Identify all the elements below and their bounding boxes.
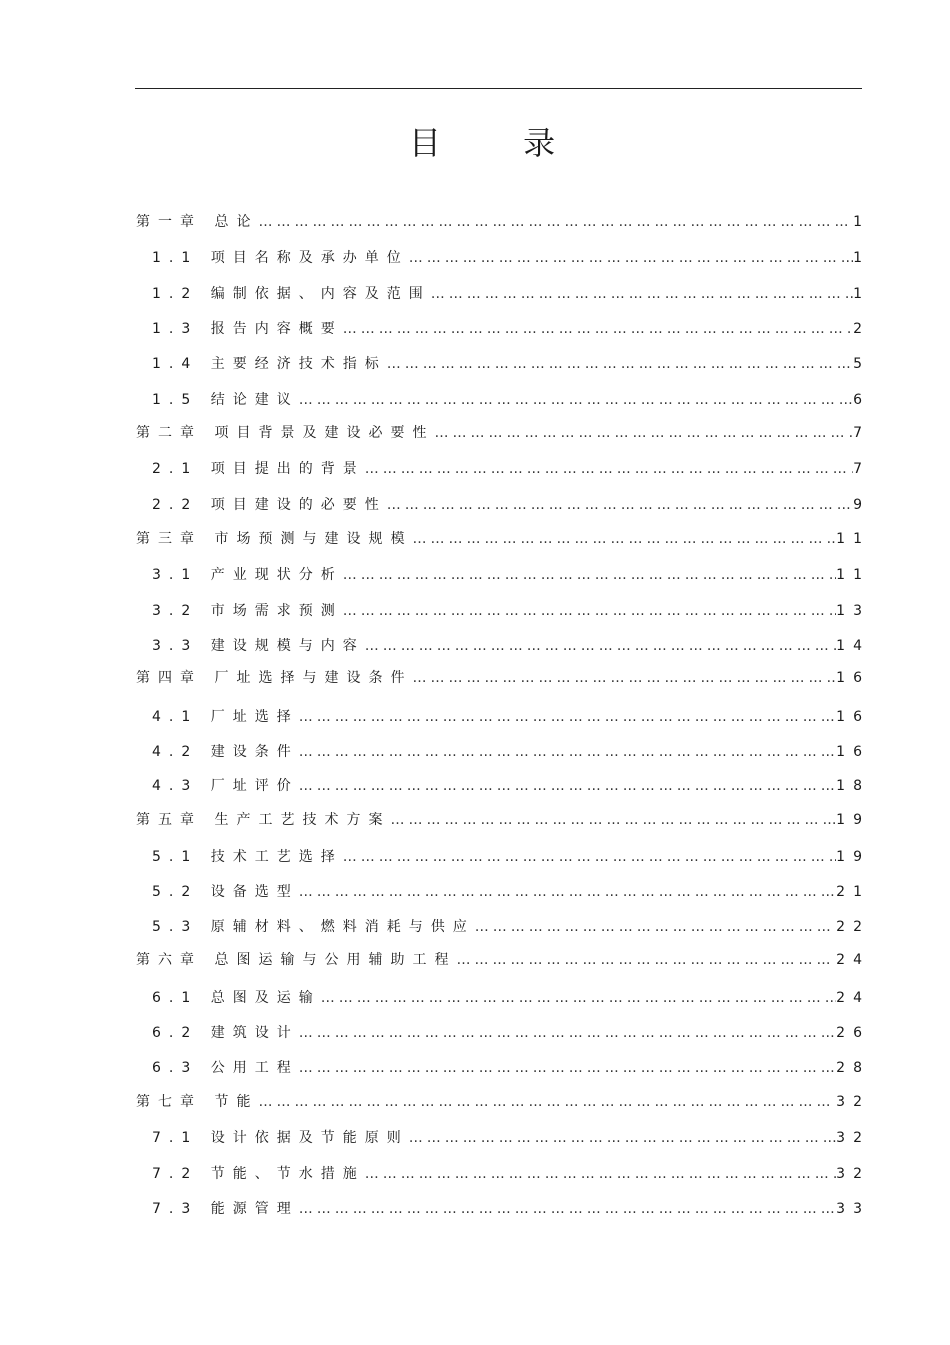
toc-entry[interactable] [152,777,870,795]
toc-label: 2.1 项目提出的背景 [152,461,365,477]
toc-entry[interactable] [152,848,870,866]
toc-label: 7.1 设计依据及节能原则 [152,1130,409,1146]
toc-entry[interactable] [152,391,870,409]
toc-leader [299,708,836,726]
toc-label: 6.2 建筑设计 [152,1025,299,1041]
toc-leader [475,918,836,936]
toc-leader [412,530,836,548]
toc-label: 7.2 节能、节水措施 [152,1166,365,1182]
toc-page-number: 22 [836,919,870,935]
toc-page-number: 7 [853,425,870,441]
toc-page-number: 19 [836,849,870,865]
toc-leader [409,249,853,267]
toc-leader [343,320,853,338]
toc-leader [365,637,836,655]
toc-entry[interactable] [136,1093,870,1111]
toc-page-number: 19 [836,812,870,828]
toc-page-number: 11 [836,531,870,547]
toc-leader [299,743,836,761]
toc-page-number: 1 [853,286,870,302]
toc-entry[interactable] [136,424,870,442]
toc-page-number: 16 [836,670,870,686]
toc-entry[interactable] [152,743,870,761]
toc-entry[interactable] [136,951,870,969]
toc-leader [343,566,836,584]
toc-entry[interactable] [152,320,870,338]
toc-entry[interactable] [136,811,870,829]
toc-page-number: 11 [836,567,870,583]
toc-page-number: 13 [836,603,870,619]
toc-leader [431,285,853,303]
toc-label: 7.3 能源管理 [152,1201,299,1217]
toc-label: 第二章 项目背景及建设必要性 [136,425,435,441]
toc-label: 第一章 总论 [136,214,259,230]
toc-label: 5.1 技术工艺选择 [152,849,343,865]
toc-leader [409,1129,836,1147]
toc-page-number: 21 [836,884,870,900]
toc-entry[interactable] [152,1059,870,1077]
toc-leader [456,951,836,969]
toc-page-number: 18 [836,778,870,794]
toc-label: 第七章 节能 [136,1094,259,1110]
toc-label: 2.2 项目建设的必要性 [152,497,387,513]
toc-leader [412,669,836,687]
toc-entry[interactable] [152,566,870,584]
toc-page-number: 1 [853,250,870,266]
toc-label: 4.3 厂址评价 [152,778,299,794]
toc-page-number: 6 [853,392,870,408]
toc-page-number: 24 [836,952,870,968]
toc-entry[interactable] [152,1129,870,1147]
toc-label: 5.2 设备选型 [152,884,299,900]
toc-page-number: 16 [836,744,870,760]
toc-label: 4.1 厂址选择 [152,709,299,725]
toc-entry[interactable] [152,496,870,514]
toc-page-number: 28 [836,1060,870,1076]
toc-page-number: 32 [836,1166,870,1182]
toc-label: 1.1 项目名称及承办单位 [152,250,409,266]
toc-leader [343,848,836,866]
toc-page-number: 24 [836,990,870,1006]
toc-entry[interactable] [152,1200,870,1218]
toc-entry[interactable] [152,1165,870,1183]
toc-leader [390,811,836,829]
toc-entry[interactable] [136,530,870,548]
toc-entry[interactable] [152,918,870,936]
toc-leader [299,777,836,795]
toc-leader [299,391,853,409]
toc-label: 3.1 产业现状分析 [152,567,343,583]
toc-page-number: 16 [836,709,870,725]
toc-label: 第六章 总图运输与公用辅助工程 [136,952,457,968]
toc-entry[interactable] [152,355,870,373]
toc-page-number: 1 [853,214,870,230]
toc-entry[interactable] [136,213,870,231]
toc-entry[interactable] [152,637,870,655]
toc-page-number: 9 [853,497,870,513]
toc-label: 第四章 厂址选择与建设条件 [136,670,413,686]
toc-label: 4.2 建设条件 [152,744,299,760]
toc-label: 3.3 建设规模与内容 [152,638,365,654]
toc-label: 1.5 结论建议 [152,392,299,408]
toc-leader [299,1024,836,1042]
toc-label: 第五章 生产工艺技术方案 [136,812,391,828]
page-title: 目 录 [408,124,592,162]
toc-leader [343,602,836,620]
toc-label: 1.2 编制依据、内容及范围 [152,286,431,302]
toc-page-number: 2 [853,321,870,337]
toc-label: 1.4 主要经济技术指标 [152,356,387,372]
toc-leader [299,883,836,901]
toc-leader [258,1093,836,1111]
toc-page-number: 32 [836,1130,870,1146]
toc-page-number: 26 [836,1025,870,1041]
toc-leader [365,460,853,478]
toc-leader [258,213,853,231]
toc-entry[interactable] [136,669,870,687]
toc-label: 第三章 市场预测与建设规模 [136,531,413,547]
toc-entry[interactable] [152,285,870,303]
toc-leader [299,1200,836,1218]
toc-label: 6.1 总图及运输 [152,990,321,1006]
toc-entry[interactable] [152,249,870,267]
toc-label: 6.3 公用工程 [152,1060,299,1076]
toc-page-number: 5 [853,356,870,372]
toc-page-number: 33 [836,1201,870,1217]
toc-entry[interactable] [152,460,870,478]
toc-entry[interactable] [152,883,870,901]
toc-page-number: 14 [836,638,870,654]
toc-leader [365,1165,836,1183]
toc-leader [434,424,853,442]
toc-leader [387,496,853,514]
toc-page-number: 32 [836,1094,870,1110]
toc-entry[interactable] [152,708,870,726]
toc-leader [387,355,853,373]
toc-leader [321,989,836,1007]
toc-leader [299,1059,836,1077]
toc-entry[interactable] [152,1024,870,1042]
toc-label: 5.3 原辅材料、燃料消耗与供应 [152,919,475,935]
toc-label: 1.3 报告内容概要 [152,321,343,337]
toc-label: 3.2 市场需求预测 [152,603,343,619]
toc-page-number: 7 [853,461,870,477]
toc-entry[interactable] [152,989,870,1007]
toc-entry[interactable] [152,602,870,620]
